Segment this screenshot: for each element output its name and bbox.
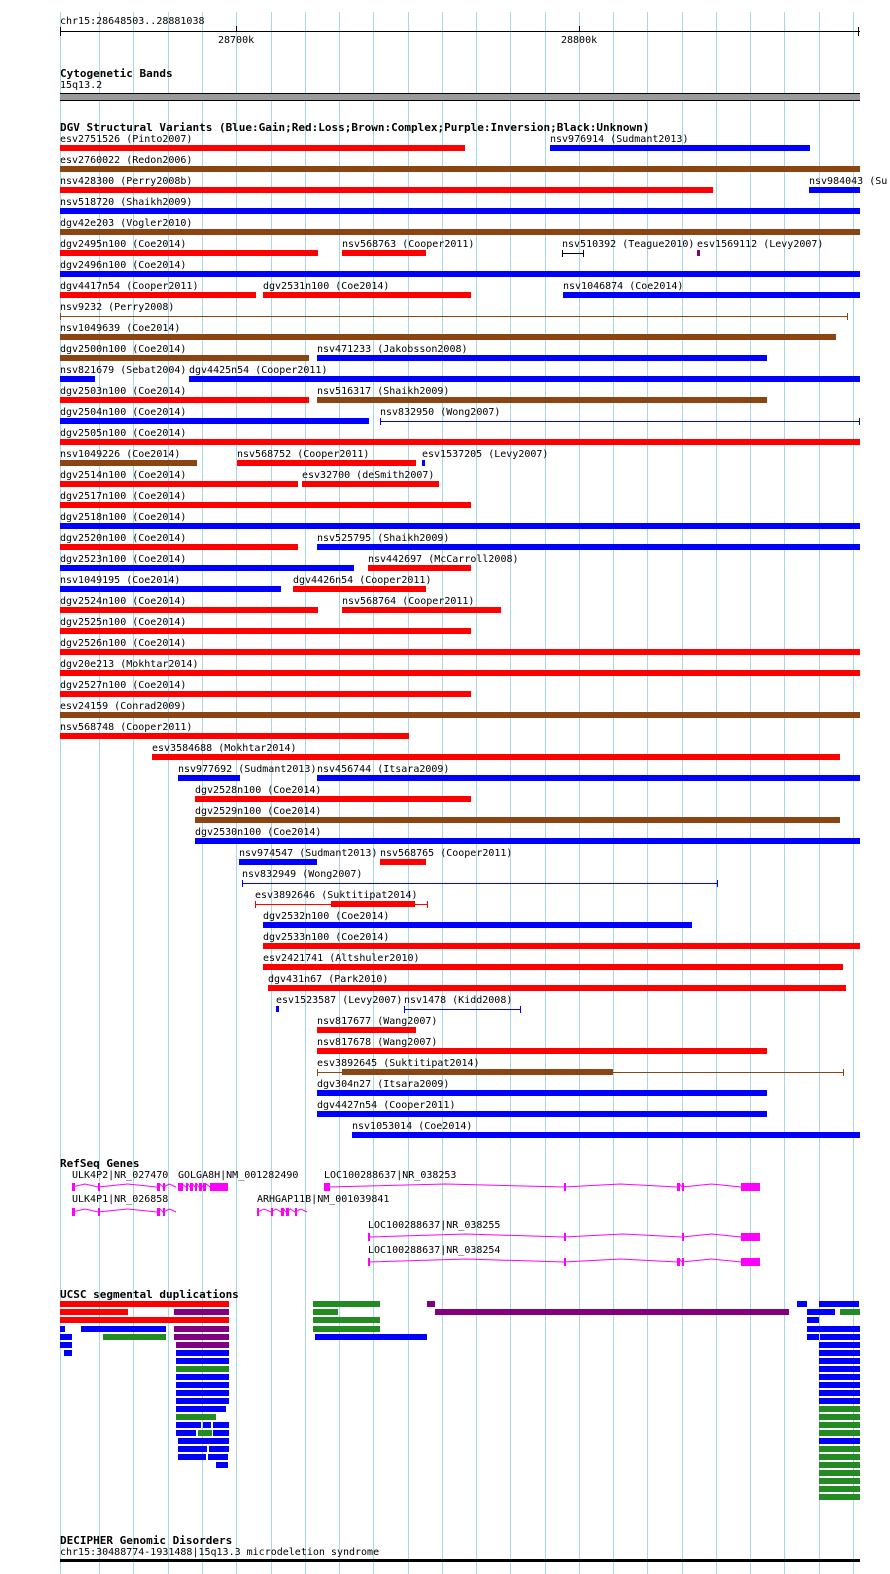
gene-exon [368,1258,370,1266]
variant-bar[interactable] [60,712,860,718]
variant-label[interactable]: nsv9232 (Perry2008) [60,302,175,313]
variant-bar[interactable] [60,397,309,403]
ruler-start-tick [60,27,61,36]
variant-span-line[interactable] [242,883,718,884]
variant-bar[interactable] [60,649,860,655]
variant-label[interactable]: dgv2503n100 (Coe2014) [60,386,187,397]
variant-label[interactable]: esv32700 (deSmith2007) [302,470,435,481]
segdup-block[interactable] [174,1326,229,1332]
variant-bar[interactable] [263,964,843,970]
variant-bar[interactable] [60,523,860,529]
variant-core-bar[interactable] [331,901,415,907]
segdup-block[interactable] [64,1350,72,1356]
segdup-block[interactable] [176,1422,201,1428]
segdup-block[interactable] [174,1334,229,1340]
variant-bar[interactable] [809,187,860,193]
segdup-block[interactable] [178,1454,206,1460]
variant-label[interactable]: esv2421741 (Altshuler2010) [263,953,420,964]
variant-label[interactable]: dgv2533n100 (Coe2014) [263,932,390,943]
variant-span-line[interactable] [404,1009,521,1010]
variant-bar[interactable] [60,145,465,151]
variant-label[interactable]: dgv431n67 (Park2010) [268,974,389,985]
gene-label[interactable]: LOC100288637|NR_038255 [368,1220,501,1231]
gene-model[interactable] [368,1256,768,1268]
gene-exon [163,1183,165,1191]
segdup-block[interactable] [313,1301,380,1307]
segdup-block[interactable] [819,1358,860,1364]
variant-span-end [520,1006,521,1013]
gene-exon [564,1233,566,1241]
variant-bar[interactable] [60,544,298,550]
segdup-block[interactable] [315,1334,427,1340]
gene-exon [178,1183,183,1191]
segdup-block[interactable] [819,1301,859,1307]
gene-exon [328,1183,330,1191]
variant-label[interactable]: dgv4426n54 (Cooper2011) [293,575,432,586]
segdup-block[interactable] [427,1301,435,1307]
variant-bar[interactable] [195,838,860,844]
segdup-block[interactable] [176,1382,229,1388]
cytoband-label: 15q13.2 [60,80,103,91]
segdup-block[interactable] [819,1350,860,1356]
variant-bar[interactable] [60,439,860,445]
ruler-tick-label-1: 28700k [218,35,255,46]
segdup-block[interactable] [213,1430,229,1436]
gene-label[interactable]: LOC100288637|NR_038253 [324,1170,457,1181]
variant-span-end [404,1006,405,1013]
variant-label[interactable]: nsv568764 (Cooper2011) [342,596,475,607]
gene-exon [324,1183,328,1191]
segdup-block[interactable] [313,1317,380,1323]
variant-label[interactable]: nsv1049226 (Coe2014) [60,449,181,460]
segdup-block[interactable] [819,1390,860,1396]
segdup-block[interactable] [176,1366,229,1372]
gene-exon [190,1183,193,1191]
variant-bar[interactable] [195,796,471,802]
variant-label[interactable]: nsv525795 (Shaikh2009) [317,533,450,544]
variant-span-end [717,880,718,887]
gene-exon [295,1208,297,1216]
variant-label[interactable]: esv3892646 (Suktitipat2014) [255,890,418,901]
variant-label[interactable]: nsv568763 (Cooper2011) [342,239,475,250]
variant-label[interactable]: nsv568765 (Cooper2011) [380,848,513,859]
variant-label[interactable]: esv2760022 (Redon2006) [60,155,193,166]
variant-label[interactable]: esv2751526 (Pinto2007) [60,134,193,145]
variant-bar[interactable] [60,502,471,508]
variant-label[interactable]: nsv1049195 (Coe2014) [60,575,181,586]
variant-label[interactable]: nsv1049639 (Coe2014) [60,323,181,334]
refseq-track-title[interactable]: RefSeq Genes [60,1157,140,1170]
variant-label[interactable]: nsv428300 (Perry2008b) [60,176,193,187]
gene-model[interactable] [72,1206,184,1218]
gene-label[interactable]: ARHGAP11B|NM_001039841 [257,1194,390,1205]
segdup-block[interactable] [819,1446,860,1452]
variant-label[interactable]: dgv2529n100 (Coe2014) [195,806,322,817]
gene-exon [186,1183,188,1191]
variant-bar[interactable] [263,922,692,928]
variant-label[interactable]: dgv2524n100 (Coe2014) [60,596,187,607]
segdup-block[interactable] [60,1326,65,1332]
segdup-block[interactable] [313,1309,338,1315]
variant-label[interactable]: dgv2496n100 (Coe2014) [60,260,187,271]
decipher-label: chr15:30488774-1931488|15q13.3 microdeletion syndrome [60,1547,380,1558]
gene-exon [271,1208,273,1216]
variant-bar[interactable] [60,355,309,361]
segdup-block[interactable] [208,1454,228,1460]
variant-span-line[interactable] [562,253,584,254]
segdup-block[interactable] [819,1398,860,1404]
variant-label[interactable]: dgv4427n54 (Cooper2011) [317,1100,456,1111]
variant-label[interactable]: nsv817678 (Wang2007) [317,1037,438,1048]
variant-label[interactable]: dgv42e203 (Vogler2010) [60,218,193,229]
variant-bar[interactable] [60,418,369,424]
variant-bar[interactable] [263,292,471,298]
variant-label[interactable]: nsv442697 (McCarroll2008) [368,554,519,565]
variant-bar[interactable] [422,460,425,466]
gene-exon [682,1183,684,1191]
gene-label[interactable]: GOLGA8H|NM_001282490 [178,1170,299,1181]
variant-label[interactable]: dgv2500n100 (Coe2014) [60,344,187,355]
segdup-block[interactable] [819,1478,860,1484]
variant-bar[interactable] [263,943,860,949]
gene-exon [741,1258,760,1266]
variant-bar[interactable] [317,1111,767,1117]
gene-exon [195,1183,197,1191]
variant-bar[interactable] [342,250,426,256]
variant-label[interactable]: dgv2517n100 (Coe2014) [60,491,187,502]
variant-label[interactable]: dgv2514n100 (Coe2014) [60,470,187,481]
variant-label[interactable]: nsv510392 (Teague2010) [562,239,695,250]
variant-label[interactable]: nsv1046874 (Coe2014) [563,281,684,292]
variant-label[interactable]: dgv4417n54 (Cooper2011) [60,281,199,292]
variant-bar[interactable] [60,481,298,487]
variant-bar[interactable] [60,586,281,592]
variant-label[interactable]: nsv518720 (Shaikh2009) [60,197,193,208]
gene-exon [157,1208,160,1216]
variant-bar[interactable] [60,250,318,256]
ruler-axis [60,31,860,32]
variant-bar[interactable] [276,1006,279,1012]
decipher-bar[interactable] [60,1559,860,1562]
gene-exon [682,1258,684,1266]
variant-label[interactable]: dgv2523n100 (Coe2014) [60,554,187,565]
variant-label[interactable]: nsv568748 (Cooper2011) [60,722,193,733]
variant-bar[interactable] [60,229,860,235]
gene-label[interactable]: ULK4P1|NR_026858 [72,1194,169,1205]
variant-bar[interactable] [60,460,197,466]
segdup-block[interactable] [176,1414,216,1420]
gene-model[interactable] [257,1206,315,1218]
variant-label[interactable]: esv3584688 (Mokhtar2014) [152,743,297,754]
segdup-block[interactable] [176,1342,229,1348]
variant-label[interactable]: esv3892645 (Suktitipat2014) [317,1058,480,1069]
variant-span-line[interactable] [60,316,848,317]
segdup-block[interactable] [213,1422,229,1428]
segdup-block[interactable] [176,1406,226,1412]
variant-label[interactable]: dgv2530n100 (Coe2014) [195,827,322,838]
variant-label[interactable]: esv1537205 (Levy2007) [422,449,549,460]
segdup-block[interactable] [819,1454,860,1460]
segdup-block[interactable] [819,1414,860,1420]
cytoband-bar[interactable] [60,93,860,101]
variant-bar[interactable] [189,376,860,382]
segdup-block[interactable] [819,1374,860,1380]
gene-exon [199,1183,202,1191]
variant-bar[interactable] [317,1027,416,1033]
variant-bar[interactable] [60,733,409,739]
segdup-block[interactable] [819,1486,860,1492]
variant-span-end [427,901,428,908]
gene-exon [281,1208,284,1216]
segdup-block[interactable] [60,1301,229,1307]
segdup-block[interactable] [176,1390,229,1396]
variant-bar[interactable] [60,187,713,193]
gene-exon [257,1208,259,1216]
variant-label[interactable]: esv1569112 (Levy2007) [697,239,824,250]
variant-label[interactable]: nsv984043 (Su [809,176,888,187]
variant-bar[interactable] [60,292,256,298]
segdup-block[interactable] [807,1309,835,1315]
segdup-block[interactable] [819,1342,860,1348]
variant-bar[interactable] [317,397,767,403]
variant-bar[interactable] [60,166,860,172]
variant-span-end [255,901,256,908]
segdup-block[interactable] [176,1374,229,1380]
variant-span-end [583,250,584,257]
variant-span-end [847,313,848,320]
variant-bar[interactable] [268,985,846,991]
gene-exon [564,1183,566,1191]
variant-bar[interactable] [60,334,836,340]
variant-label[interactable]: dgv2518n100 (Coe2014) [60,512,187,523]
variant-span-end [317,1069,318,1076]
segdup-block[interactable] [819,1470,860,1476]
segdup-block[interactable] [807,1334,819,1340]
variant-span-end [380,418,381,425]
segdup-block[interactable] [819,1406,860,1412]
segdup-block[interactable] [819,1462,860,1468]
gene-exon [677,1183,680,1191]
gene-exon [210,1183,228,1191]
variant-label[interactable]: nsv817677 (Wang2007) [317,1016,438,1027]
variant-bar[interactable] [368,565,471,571]
variant-label[interactable]: esv24159 (Conrad2009) [60,701,187,712]
segdup-block[interactable] [819,1494,860,1500]
variant-bar[interactable] [60,565,354,571]
segdup-block[interactable] [198,1430,212,1436]
segdup-block[interactable] [103,1334,166,1340]
segdup-block[interactable] [176,1430,196,1436]
gene-exon [564,1258,566,1266]
variant-bar[interactable] [60,607,318,613]
variant-label[interactable]: nsv471233 (Jakobsson2008) [317,344,468,355]
segdup-block[interactable] [178,1438,229,1444]
variant-bar[interactable] [352,1132,860,1138]
variant-label[interactable]: nsv456744 (Itsara2009) [317,764,450,775]
segdup-block[interactable] [216,1462,228,1468]
segdup-block[interactable] [176,1350,229,1356]
variant-label[interactable]: dgv2528n100 (Coe2014) [195,785,322,796]
segdup-block[interactable] [819,1430,860,1436]
variant-label[interactable]: dgv20e213 (Mokhtar2014) [60,659,199,670]
variant-label[interactable]: nsv976914 (Sudmant2013) [550,134,689,145]
gene-model[interactable] [72,1181,184,1193]
segdup-block[interactable] [313,1326,380,1332]
segdup-track-title[interactable]: UCSC segmental duplications [60,1288,239,1301]
variant-bar[interactable] [60,628,471,634]
variant-bar[interactable] [239,859,317,865]
gene-model[interactable] [368,1231,768,1243]
dgv-track-title[interactable]: DGV Structural Variants (Blue:Gain;Red:Loss;Brown:Complex;Purple:Inversion;Black:Unknown) [60,121,650,134]
variant-bar[interactable] [60,376,95,382]
cytoband-track-title[interactable]: Cytogenetic Bands [60,67,173,80]
variant-bar[interactable] [380,859,426,865]
variant-bar[interactable] [302,481,439,487]
variant-label[interactable]: dgv2495n100 (Coe2014) [60,239,187,250]
segdup-block[interactable] [840,1309,860,1315]
variant-bar[interactable] [317,1048,767,1054]
variant-span-end [242,880,243,887]
variant-bar[interactable] [563,292,860,298]
gene-exon [157,1183,160,1191]
segdup-block[interactable] [60,1342,72,1348]
gene-exon [677,1258,680,1266]
segdup-block[interactable] [819,1438,860,1444]
variant-span-end [60,313,61,320]
segdup-block[interactable] [174,1309,229,1315]
variant-label[interactable]: esv1523587 (Levy2007) [276,995,403,1006]
gene-model[interactable] [178,1181,236,1193]
gene-exon [203,1183,206,1191]
variant-label[interactable]: nsv568752 (Cooper2011) [237,449,370,460]
variant-bar[interactable] [550,145,810,151]
gene-exon [286,1208,289,1216]
variant-label[interactable]: dgv4425n54 (Cooper2011) [189,365,328,376]
segdup-block[interactable] [176,1358,229,1364]
segdup-block[interactable] [178,1446,207,1452]
variant-label[interactable]: nsv1478 (Kidd2008) [404,995,513,1006]
variant-bar[interactable] [60,670,860,676]
gene-exon [98,1208,100,1216]
segdup-block[interactable] [176,1398,229,1404]
gene-exon [72,1183,75,1191]
variant-bar[interactable] [152,754,840,760]
variant-label[interactable]: nsv821679 (Sebat2004) [60,365,187,376]
ruler-tick-2 [579,26,580,32]
variant-label[interactable]: dgv2531n100 (Coe2014) [263,281,390,292]
variant-label[interactable]: dgv2527n100 (Coe2014) [60,680,187,691]
variant-label[interactable]: dgv2505n100 (Coe2014) [60,428,187,439]
variant-label[interactable]: nsv832950 (Wong2007) [380,407,501,418]
variant-bar[interactable] [317,355,767,361]
gene-label[interactable]: LOC100288637|NR_038254 [368,1245,501,1256]
variant-bar[interactable] [317,544,860,550]
segdup-block[interactable] [203,1422,211,1428]
gene-label[interactable]: ULK4P2|NR_027470 [72,1170,169,1181]
segdup-block[interactable] [209,1446,229,1452]
segdup-block[interactable] [819,1382,860,1388]
variant-label[interactable]: nsv516317 (Shaikh2009) [317,386,450,397]
variant-label[interactable]: dgv2525n100 (Coe2014) [60,617,187,628]
variant-bar[interactable] [178,775,240,781]
segdup-block[interactable] [797,1301,807,1307]
ruler-end-tick [858,27,859,36]
variant-span-end [843,1069,844,1076]
gene-exon [163,1208,165,1216]
variant-bar[interactable] [237,460,416,466]
variant-bar[interactable] [317,775,860,781]
variant-span-end [562,250,563,257]
variant-label[interactable]: nsv977692 (Sudmant2013) [178,764,317,775]
gene-exon [98,1183,100,1191]
variant-bar[interactable] [317,1090,767,1096]
segdup-block[interactable] [81,1326,166,1332]
segdup-block[interactable] [819,1366,860,1372]
variant-span-line[interactable] [380,421,860,422]
variant-label[interactable]: dgv2504n100 (Coe2014) [60,407,187,418]
variant-label[interactable]: dgv2532n100 (Coe2014) [263,911,390,922]
variant-bar[interactable] [697,250,700,256]
gene-exon [741,1183,760,1191]
variant-bar[interactable] [195,817,840,823]
variant-bar[interactable] [60,691,471,697]
gene-exon [741,1233,760,1241]
variant-label[interactable]: dgv2526n100 (Coe2014) [60,638,187,649]
ruler-tick-1 [236,26,237,32]
ruler-tick-label-2: 28800k [561,35,598,46]
variant-span-end [859,418,860,425]
variant-label[interactable]: nsv1053014 (Coe2014) [352,1121,473,1132]
variant-label[interactable]: dgv2520n100 (Coe2014) [60,533,187,544]
variant-core-bar[interactable] [342,1069,613,1075]
gene-exon [682,1233,684,1241]
segdup-block[interactable] [435,1309,789,1315]
variant-bar[interactable] [60,208,860,214]
segdup-block[interactable] [60,1309,128,1315]
variant-label[interactable]: dgv304n27 (Itsara2009) [317,1079,450,1090]
variant-label[interactable]: nsv974547 (Sudmant2013) [239,848,378,859]
variant-bar[interactable] [293,586,426,592]
segdup-block[interactable] [60,1334,72,1340]
segdup-block[interactable] [807,1326,860,1332]
segdup-block[interactable] [819,1422,860,1428]
gene-exon [72,1208,75,1216]
variant-bar[interactable] [342,607,501,613]
gene-model[interactable] [324,1181,768,1193]
gene-exon [368,1233,370,1241]
ruler-position: chr15:28648503..28881038 [60,16,205,27]
decipher-track-title[interactable]: DECIPHER Genomic Disorders [60,1534,233,1547]
segdup-block[interactable] [60,1317,229,1323]
variant-bar[interactable] [60,271,860,277]
variant-label[interactable]: nsv832949 (Wong2007) [242,869,363,880]
segdup-block[interactable] [820,1334,860,1340]
segdup-block[interactable] [807,1317,819,1323]
